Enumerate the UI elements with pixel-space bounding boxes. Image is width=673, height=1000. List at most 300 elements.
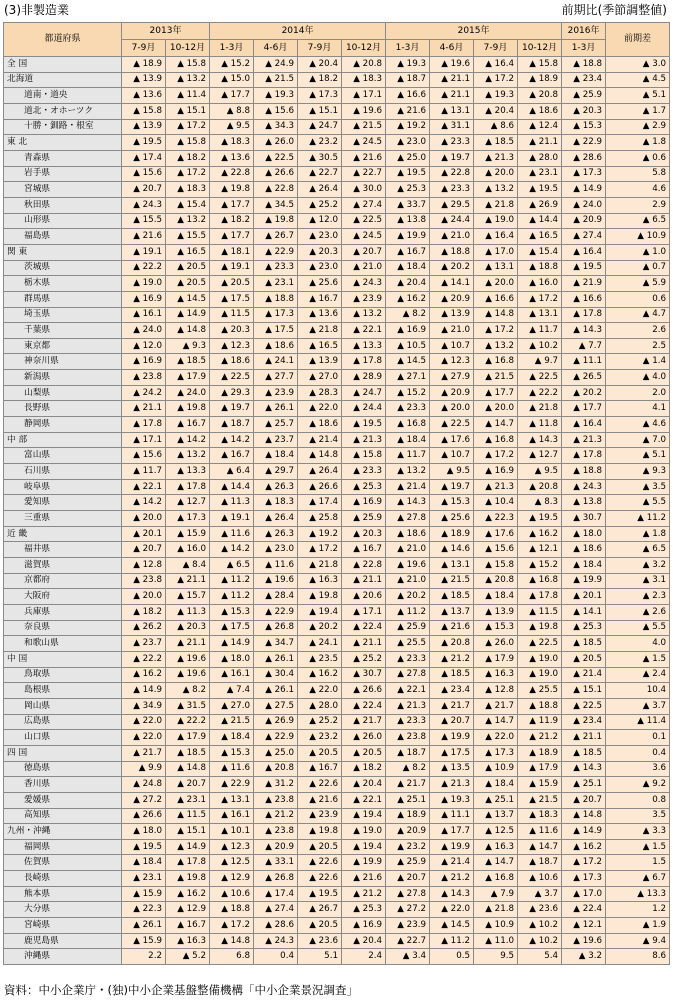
- value-cell: ▲ 23.3: [386, 401, 430, 417]
- value-cell: ▲ 10.2: [518, 918, 562, 934]
- value-cell: ▲ 13.2: [474, 182, 518, 198]
- prefecture-name: 愛知県: [4, 495, 122, 511]
- value-cell: ▲ 17.2: [210, 918, 254, 934]
- table-row: [4, 119, 670, 135]
- value-cell: ▲ 20.8: [518, 88, 562, 104]
- value-cell: ▲ 19.5: [122, 839, 166, 855]
- value-cell: ▲ 16.7: [166, 918, 210, 934]
- region-name: 関 東: [4, 244, 122, 260]
- value-cell: ▲ 14.2: [210, 432, 254, 448]
- value-cell: ▲ 18.4: [386, 432, 430, 448]
- value-cell: ▲ 25.6: [298, 276, 342, 292]
- table-row: [4, 354, 670, 370]
- value-cell: ▲ 21.1: [430, 72, 474, 88]
- value-cell: ▲ 23.9: [254, 385, 298, 401]
- header-quarter: 7-9月: [298, 40, 342, 57]
- region-name: 近 畿: [4, 526, 122, 542]
- value-cell: ▲ 16.7: [166, 417, 210, 433]
- table-title: (3)非製造業: [4, 3, 69, 17]
- value-cell: ▲ 25.7: [254, 417, 298, 433]
- value-cell: ▲ 31.2: [254, 777, 298, 793]
- value-cell: ▲ 26.3: [254, 526, 298, 542]
- value-cell: ▲ 25.2: [298, 714, 342, 730]
- value-cell: ▲ 17.9: [166, 730, 210, 746]
- value-cell: ▲ 17.3: [254, 307, 298, 323]
- header-year: 2013年: [122, 23, 210, 40]
- table-row: [4, 401, 670, 417]
- value-cell: ▲ 21.5: [342, 119, 386, 135]
- value-cell: ▲ 24.3: [342, 276, 386, 292]
- value-cell: ▲ 19.5: [562, 260, 606, 276]
- value-cell: ▲ 25.5: [386, 636, 430, 652]
- value-cell: ▲ 26.0: [474, 636, 518, 652]
- value-cell: ▲ 20.8: [254, 761, 298, 777]
- prefecture-name: 静岡県: [4, 417, 122, 433]
- value-cell: ▲ 13.1: [430, 558, 474, 574]
- value-cell: ▲ 22.5: [430, 417, 474, 433]
- header-year: 2016年: [562, 23, 606, 40]
- value-cell: ▲ 10.9: [474, 918, 518, 934]
- prefecture-name: 沖縄県: [4, 949, 122, 965]
- prefecture-name: 兵庫県: [4, 604, 122, 620]
- diff-cell: 0.6: [606, 291, 670, 307]
- value-cell: ▲ 18.2: [342, 761, 386, 777]
- value-cell: ▲ 17.4: [298, 495, 342, 511]
- value-cell: ▲ 24.4: [342, 401, 386, 417]
- prefecture-name: 長野県: [4, 401, 122, 417]
- value-cell: ▲ 20.3: [210, 323, 254, 339]
- value-cell: ▲ 16.8: [386, 417, 430, 433]
- value-cell: ▲ 20.8: [342, 57, 386, 73]
- value-cell: ▲ 8.4: [166, 558, 210, 574]
- value-cell: ▲ 14.6: [430, 542, 474, 558]
- value-cell: ▲ 19.1: [210, 511, 254, 527]
- prefecture-name: 東京都: [4, 338, 122, 354]
- header-year: 2014年: [210, 23, 386, 40]
- value-cell: ▲ 8.2: [386, 761, 430, 777]
- value-cell: ▲ 26.6: [122, 808, 166, 824]
- value-cell: ▲ 25.2: [342, 651, 386, 667]
- value-cell: ▲ 21.6: [430, 620, 474, 636]
- value-cell: ▲ 20.2: [430, 260, 474, 276]
- diff-cell: ▲ 5.5: [606, 620, 670, 636]
- value-cell: ▲ 13.9: [430, 307, 474, 323]
- value-cell: ▲ 13.2: [166, 448, 210, 464]
- value-cell: ▲ 19.8: [518, 620, 562, 636]
- table-body: [4, 57, 670, 965]
- value-cell: ▲ 17.2: [298, 542, 342, 558]
- value-cell: ▲ 16.8: [474, 871, 518, 887]
- value-cell: ▲ 19.5: [122, 135, 166, 151]
- value-cell: ▲ 14.1: [430, 276, 474, 292]
- value-cell: ▲ 24.2: [122, 385, 166, 401]
- table-row: [4, 276, 670, 292]
- value-cell: ▲ 21.6: [342, 150, 386, 166]
- value-cell: ▲ 22.2: [518, 385, 562, 401]
- diff-cell: ▲ 1.8: [606, 135, 670, 151]
- region-name: 北海道: [4, 72, 122, 88]
- table-row: [4, 604, 670, 620]
- diff-cell: ▲ 3.1: [606, 573, 670, 589]
- value-cell: ▲ 28.9: [342, 370, 386, 386]
- value-cell: ▲ 23.5: [298, 651, 342, 667]
- value-cell: ▲ 11.0: [474, 933, 518, 949]
- value-cell: ▲ 15.9: [518, 777, 562, 793]
- value-cell: ▲ 14.5: [430, 918, 474, 934]
- value-cell: ▲ 18.2: [210, 213, 254, 229]
- value-cell: ▲ 20.9: [254, 839, 298, 855]
- value-cell: ▲ 17.1: [342, 604, 386, 620]
- header-quarter: 7-9月: [122, 40, 166, 57]
- value-cell: ▲ 17.6: [430, 432, 474, 448]
- table-row: [4, 323, 670, 339]
- value-cell: ▲ 22.9: [254, 604, 298, 620]
- value-cell: ▲ 19.0: [122, 276, 166, 292]
- value-cell: ▲ 18.4: [474, 777, 518, 793]
- value-cell: ▲ 16.6: [474, 291, 518, 307]
- value-cell: ▲ 34.7: [254, 636, 298, 652]
- table-row: [4, 698, 670, 714]
- value-cell: ▲ 15.9: [122, 933, 166, 949]
- value-cell: ▲ 16.8: [474, 354, 518, 370]
- value-cell: ▲ 17.2: [474, 448, 518, 464]
- value-cell: ▲ 13.9: [122, 72, 166, 88]
- value-cell: ▲ 12.1: [518, 542, 562, 558]
- value-cell: ▲ 21.2: [254, 808, 298, 824]
- value-cell: ▲ 19.6: [166, 667, 210, 683]
- value-cell: ▲ 11.2: [210, 573, 254, 589]
- prefecture-name: 富山県: [4, 448, 122, 464]
- value-cell: ▲ 26.1: [254, 401, 298, 417]
- value-cell: ▲ 19.4: [298, 604, 342, 620]
- value-cell: ▲ 15.4: [166, 197, 210, 213]
- value-cell: ▲ 25.0: [254, 745, 298, 761]
- value-cell: ▲ 3.7: [518, 886, 562, 902]
- value-cell: ▲ 19.5: [386, 166, 430, 182]
- value-cell: ▲ 20.3: [342, 526, 386, 542]
- value-cell: ▲ 24.7: [342, 385, 386, 401]
- value-cell: ▲ 20.2: [562, 385, 606, 401]
- value-cell: ▲ 22.8: [254, 182, 298, 198]
- value-cell: ▲ 10.9: [474, 761, 518, 777]
- value-cell: ▲ 20.5: [298, 745, 342, 761]
- value-cell: ▲ 20.3: [562, 103, 606, 119]
- table-row: [4, 620, 670, 636]
- value-cell: ▲ 22.1: [386, 683, 430, 699]
- value-cell: ▲ 22.2: [122, 651, 166, 667]
- value-cell: ▲ 29.7: [254, 464, 298, 480]
- value-cell: ▲ 18.8: [518, 698, 562, 714]
- value-cell: ▲ 16.5: [518, 229, 562, 245]
- value-cell: ▲ 19.3: [430, 792, 474, 808]
- value-cell: ▲ 17.2: [474, 323, 518, 339]
- value-cell: ▲ 25.1: [386, 792, 430, 808]
- value-cell: ▲ 17.4: [122, 150, 166, 166]
- value-cell: ▲ 19.8: [298, 824, 342, 840]
- value-cell: ▲ 18.4: [210, 730, 254, 746]
- source-note: 資料：中小企業庁・(独)中小企業基盤整備機構「中小企業景況調査」: [4, 983, 358, 997]
- value-cell: ▲ 24.1: [254, 354, 298, 370]
- value-cell: ▲ 22.0: [474, 730, 518, 746]
- prefecture-name: 栃木県: [4, 276, 122, 292]
- prefecture-name: 岐阜県: [4, 479, 122, 495]
- value-cell: ▲ 19.5: [518, 511, 562, 527]
- value-cell: ▲ 26.1: [254, 683, 298, 699]
- value-cell: ▲ 15.8: [166, 135, 210, 151]
- value-cell: ▲ 12.0: [298, 213, 342, 229]
- value-cell: ▲ 19.6: [386, 558, 430, 574]
- header-diff: 前期差: [606, 23, 670, 57]
- value-cell: ▲ 15.6: [122, 166, 166, 182]
- value-cell: ▲ 20.0: [474, 276, 518, 292]
- value-cell: ▲ 21.4: [430, 855, 474, 871]
- value-cell: ▲ 19.8: [298, 589, 342, 605]
- value-cell: ▲ 21.3: [562, 432, 606, 448]
- value-cell: ▲ 25.3: [386, 182, 430, 198]
- table-row: [4, 745, 670, 761]
- value-cell: ▲ 22.0: [298, 401, 342, 417]
- value-cell: ▲ 13.1: [474, 260, 518, 276]
- value-cell: ▲ 23.8: [386, 730, 430, 746]
- header-quarter: 10-12月: [518, 40, 562, 57]
- diff-cell: ▲ 0.6: [606, 150, 670, 166]
- value-cell: ▲ 21.2: [430, 651, 474, 667]
- table-row: [4, 651, 670, 667]
- value-cell: ▲ 18.3: [210, 135, 254, 151]
- value-cell: ▲ 23.3: [430, 182, 474, 198]
- diff-cell: ▲ 3.5: [606, 479, 670, 495]
- value-cell: ▲ 30.0: [342, 182, 386, 198]
- value-cell: ▲ 17.2: [474, 72, 518, 88]
- value-cell: ▲ 30.4: [254, 667, 298, 683]
- value-cell: ▲ 20.5: [210, 276, 254, 292]
- value-cell: ▲ 22.6: [298, 777, 342, 793]
- value-cell: ▲ 11.4: [166, 88, 210, 104]
- value-cell: ▲ 21.0: [342, 260, 386, 276]
- value-cell: ▲ 11.2: [386, 604, 430, 620]
- value-cell: ▲ 20.3: [298, 244, 342, 260]
- value-cell: ▲ 21.2: [430, 871, 474, 887]
- prefecture-name: 福島県: [4, 229, 122, 245]
- value-cell: ▲ 20.8: [430, 636, 474, 652]
- value-cell: ▲ 11.3: [210, 495, 254, 511]
- value-cell: ▲ 15.3: [562, 119, 606, 135]
- diff-cell: ▲ 3.2: [606, 558, 670, 574]
- value-cell: ▲ 19.4: [342, 839, 386, 855]
- value-cell: ▲ 15.2: [518, 558, 562, 574]
- value-cell: ▲ 21.5: [254, 72, 298, 88]
- region-name: 中 部: [4, 432, 122, 448]
- value-cell: ▲ 19.1: [122, 244, 166, 260]
- value-cell: ▲ 16.3: [298, 573, 342, 589]
- value-cell: ▲ 17.2: [518, 291, 562, 307]
- value-cell: ▲ 22.4: [562, 902, 606, 918]
- value-cell: ▲ 20.7: [122, 182, 166, 198]
- value-cell: ▲ 27.2: [122, 792, 166, 808]
- value-cell: ▲ 16.6: [386, 88, 430, 104]
- table-row: [4, 150, 670, 166]
- value-cell: ▲ 16.4: [562, 417, 606, 433]
- value-cell: ▲ 21.3: [430, 777, 474, 793]
- prefecture-name: 秋田県: [4, 197, 122, 213]
- value-cell: ▲ 30.7: [562, 511, 606, 527]
- table-row: [4, 902, 670, 918]
- value-cell: ▲ 20.9: [562, 213, 606, 229]
- diff-cell: ▲ 1.9: [606, 918, 670, 934]
- value-cell: ▲ 24.0: [166, 385, 210, 401]
- value-cell: ▲ 17.9: [474, 651, 518, 667]
- value-cell: ▲ 14.3: [562, 761, 606, 777]
- value-cell: ▲ 17.6: [474, 526, 518, 542]
- table-row: [4, 464, 670, 480]
- value-cell: ▲ 14.5: [166, 291, 210, 307]
- value-cell: ▲ 14.4: [210, 479, 254, 495]
- value-cell: ▲ 11.3: [166, 604, 210, 620]
- value-cell: ▲ 15.6: [254, 103, 298, 119]
- value-cell: ▲ 18.0: [210, 651, 254, 667]
- value-cell: ▲ 15.1: [166, 824, 210, 840]
- value-cell: ▲ 16.0: [166, 542, 210, 558]
- value-cell: ▲ 19.0: [518, 667, 562, 683]
- value-cell: ▲ 15.6: [122, 448, 166, 464]
- value-cell: ▲ 6.5: [210, 558, 254, 574]
- value-cell: ▲ 12.7: [518, 448, 562, 464]
- value-cell: ▲ 16.6: [562, 291, 606, 307]
- diff-cell: 5.8: [606, 166, 670, 182]
- value-cell: ▲ 21.1: [430, 88, 474, 104]
- value-cell: ▲ 28.0: [298, 698, 342, 714]
- value-cell: ▲ 25.8: [298, 511, 342, 527]
- value-cell: ▲ 16.5: [298, 338, 342, 354]
- value-cell: ▲ 22.3: [474, 511, 518, 527]
- value-cell: ▲ 18.5: [430, 589, 474, 605]
- value-cell: ▲ 20.6: [342, 589, 386, 605]
- table-unit-note: 前期比(季節調整値): [561, 3, 667, 17]
- value-cell: ▲ 26.3: [254, 479, 298, 495]
- value-cell: ▲ 13.2: [342, 307, 386, 323]
- value-cell: ▲ 20.9: [386, 824, 430, 840]
- value-cell: ▲ 13.3: [342, 338, 386, 354]
- prefecture-name: 鳥取県: [4, 667, 122, 683]
- value-cell: ▲ 19.2: [386, 119, 430, 135]
- value-cell: ▲ 13.2: [474, 338, 518, 354]
- value-cell: ▲ 20.7: [562, 792, 606, 808]
- table-row: [4, 385, 670, 401]
- value-cell: ▲ 16.7: [298, 761, 342, 777]
- value-cell: ▲ 18.0: [562, 526, 606, 542]
- value-cell: ▲ 24.7: [298, 119, 342, 135]
- value-cell: ▲ 24.0: [122, 323, 166, 339]
- value-cell: ▲ 25.3: [562, 620, 606, 636]
- value-cell: ▲ 16.2: [518, 526, 562, 542]
- value-cell: ▲ 14.4: [518, 213, 562, 229]
- value-cell: ▲ 21.5: [518, 792, 562, 808]
- value-cell: ▲ 18.4: [386, 260, 430, 276]
- value-cell: ▲ 27.8: [386, 667, 430, 683]
- value-cell: ▲ 17.3: [562, 166, 606, 182]
- value-cell: ▲ 10.7: [430, 338, 474, 354]
- value-cell: ▲ 12.0: [122, 338, 166, 354]
- value-cell: ▲ 11.6: [210, 761, 254, 777]
- table-row: [4, 589, 670, 605]
- value-cell: ▲ 20.9: [430, 291, 474, 307]
- diff-cell: 8.6: [606, 949, 670, 965]
- diff-cell: 10.4: [606, 683, 670, 699]
- value-cell: ▲ 23.1: [518, 166, 562, 182]
- value-cell: ▲ 16.4: [474, 57, 518, 73]
- value-cell: ▲ 21.5: [474, 370, 518, 386]
- value-cell: ▲ 17.8: [166, 855, 210, 871]
- value-cell: ▲ 16.2: [298, 667, 342, 683]
- diff-cell: ▲ 5.5: [606, 495, 670, 511]
- value-cell: ▲ 17.5: [254, 323, 298, 339]
- diff-cell: ▲ 4.6: [606, 417, 670, 433]
- table-row: [4, 260, 670, 276]
- value-cell: ▲ 20.8: [518, 479, 562, 495]
- value-cell: ▲ 22.5: [518, 370, 562, 386]
- prefecture-name: 岩手県: [4, 166, 122, 182]
- value-cell: ▲ 16.3: [474, 839, 518, 855]
- value-cell: ▲ 18.8: [562, 464, 606, 480]
- value-cell: ▲ 21.4: [562, 667, 606, 683]
- value-cell: ▲ 14.9: [562, 824, 606, 840]
- value-cell: ▲ 9.5: [430, 464, 474, 480]
- diff-cell: ▲ 2.9: [606, 119, 670, 135]
- value-cell: ▲ 16.9: [342, 495, 386, 511]
- value-cell: ▲ 12.9: [210, 871, 254, 887]
- value-cell: ▲ 11.8: [518, 417, 562, 433]
- value-cell: ▲ 22.5: [342, 213, 386, 229]
- table-row: [4, 918, 670, 934]
- value-cell: ▲ 20.0: [474, 401, 518, 417]
- value-cell: ▲ 17.2: [562, 855, 606, 871]
- value-cell: ▲ 21.7: [386, 777, 430, 793]
- prefecture-name: 熊本県: [4, 886, 122, 902]
- value-cell: ▲ 27.2: [386, 902, 430, 918]
- value-cell: ▲ 20.0: [122, 511, 166, 527]
- region-name: 九州・沖縄: [4, 824, 122, 840]
- value-cell: ▲ 14.8: [562, 808, 606, 824]
- value-cell: ▲ 14.7: [518, 839, 562, 855]
- value-cell: ▲ 18.2: [166, 150, 210, 166]
- value-cell: ▲ 16.9: [386, 323, 430, 339]
- value-cell: ▲ 18.6: [298, 417, 342, 433]
- table-row: [4, 182, 670, 198]
- value-cell: ▲ 34.5: [254, 197, 298, 213]
- prefecture-name: 福岡県: [4, 839, 122, 855]
- prefecture-name: 青森県: [4, 150, 122, 166]
- value-cell: ▲ 18.9: [386, 808, 430, 824]
- value-cell: ▲ 16.9: [342, 918, 386, 934]
- value-cell: ▲ 33.1: [254, 855, 298, 871]
- value-cell: ▲ 14.3: [386, 495, 430, 511]
- value-cell: ▲ 18.3: [342, 72, 386, 88]
- value-cell: ▲ 17.8: [562, 448, 606, 464]
- value-cell: ▲ 26.4: [298, 182, 342, 198]
- value-cell: ▲ 15.2: [386, 385, 430, 401]
- value-cell: ▲ 18.9: [122, 57, 166, 73]
- value-cell: ▲ 15.0: [210, 72, 254, 88]
- value-cell: ▲ 22.4: [342, 620, 386, 636]
- value-cell: ▲ 27.4: [342, 197, 386, 213]
- value-cell: 0.5: [430, 949, 474, 965]
- value-cell: ▲ 17.1: [122, 432, 166, 448]
- value-cell: ▲ 22.6: [298, 855, 342, 871]
- value-cell: ▲ 21.6: [122, 229, 166, 245]
- diff-cell: 2.0: [606, 385, 670, 401]
- diff-cell: ▲ 11.2: [606, 511, 670, 527]
- value-cell: ▲ 18.4: [122, 855, 166, 871]
